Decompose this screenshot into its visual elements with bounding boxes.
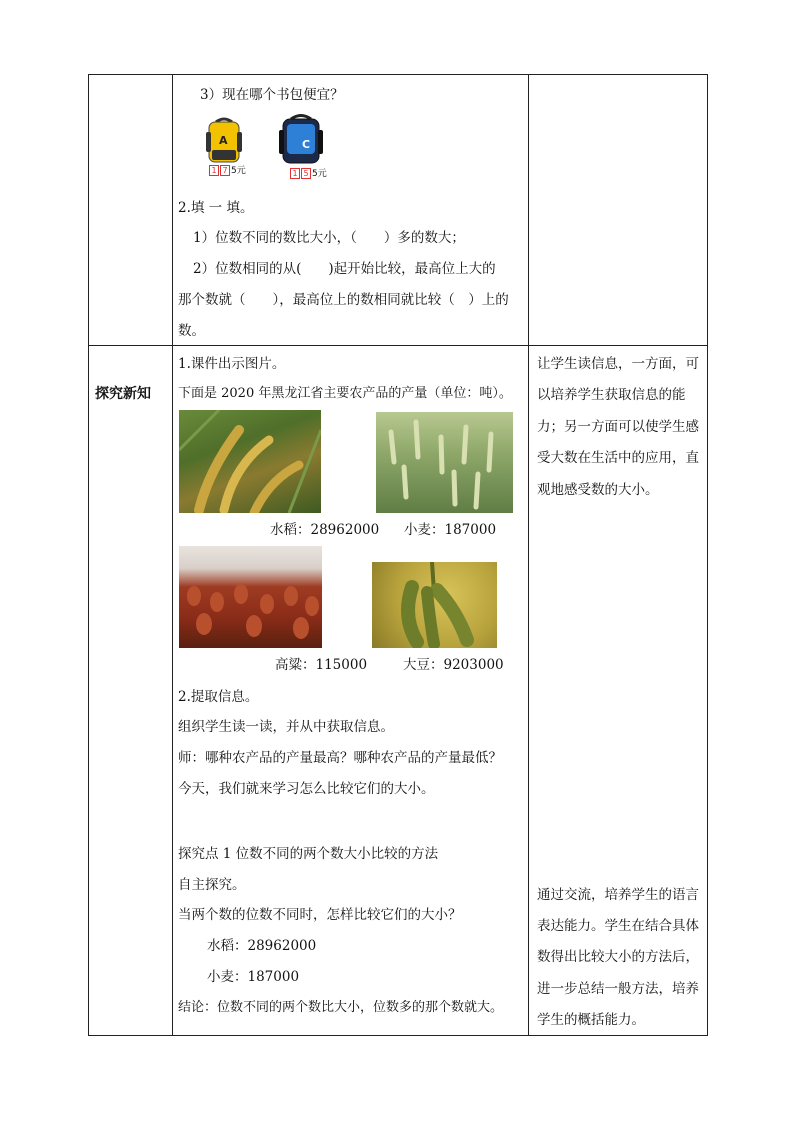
- intro-text: 下面是 2020 年黑龙江省主要农产品的产量（单位：吨）。: [178, 386, 512, 401]
- rice-value-line: 水稻：28962000: [207, 938, 317, 954]
- fill-item-2c: 数。: [178, 323, 205, 339]
- note-1-line-3: 力；另一方面可以使学生感: [537, 419, 699, 435]
- note-2-line-4: 进一步总结一般方法，培养: [537, 981, 699, 997]
- fill-item-1: 1）位数不同的数比大小，（ ）多的数大；: [193, 230, 465, 246]
- today-text: 今天，我们就来学习怎么比较它们的大小。: [178, 781, 435, 797]
- explore-point-1: 探究点 1 位数不同的两个数大小比较的方法: [178, 846, 439, 862]
- self-explore: 自主探究。: [178, 877, 246, 893]
- note-1-line-2: 以培养学生获取信息的能: [537, 387, 686, 403]
- organize-text: 组织学生读一读，并从中获取信息。: [178, 719, 394, 735]
- note-2-line-3: 数得出比较大小的方法后，: [537, 949, 699, 965]
- fill-item-2a: 2）位数相同的从( )起开始比较，最高位上大的: [193, 261, 496, 277]
- note-2-line-5: 学生的概括能力。: [537, 1012, 645, 1028]
- compare-question: 当两个数的位数不同时，怎样比较它们的大小？: [178, 907, 462, 923]
- rice-caption: 水稻：28962000: [270, 522, 380, 538]
- sorghum-photo: [179, 546, 322, 648]
- sorghum-caption: 高粱：115000: [275, 657, 368, 673]
- note-1-line-4: 受大数在生活中的应用，直: [537, 450, 699, 466]
- row-divider: [89, 345, 707, 346]
- section-label: 探究新知: [95, 386, 151, 402]
- fill-item-2b: 那个数就（ ），最高位上的数相同就比较（ ）上的: [178, 292, 509, 308]
- conclusion-text: 结论：位数不同的两个数比大小，位数多的那个数就大。: [178, 1000, 504, 1015]
- wheat-value-line: 小麦：187000: [207, 969, 300, 985]
- step-2: 2.提取信息。: [178, 689, 259, 705]
- rice-photo: [179, 410, 321, 513]
- column-divider-2: [528, 75, 529, 1035]
- soybean-caption: 大豆：9203000: [403, 657, 504, 673]
- soybean-photo: [372, 562, 497, 648]
- teacher-question: 师：哪种农产品的产量最高？哪种农产品的产量最低？: [178, 750, 502, 766]
- backpack-a-image: [204, 116, 244, 164]
- column-divider-1: [172, 75, 173, 1035]
- backpack-c-image: [278, 112, 324, 166]
- note-2-line-1: 通过交流，培养学生的语言: [537, 887, 699, 903]
- note-1-line-5: 观地感受数的大小。: [537, 482, 659, 498]
- question-3: 3）现在哪个书包便宜？: [200, 87, 344, 103]
- wheat-caption: 小麦：187000: [404, 522, 497, 538]
- fill-title: 2.填 一 填。: [178, 200, 254, 216]
- step-1: 1.课件出示图片。: [178, 356, 286, 372]
- note-1-line-1: 让学生读信息，一方面，可: [537, 356, 699, 372]
- backpack-a-price: 1 7 5元: [209, 165, 246, 176]
- note-2-line-2: 表达能力。学生在结合具体: [537, 918, 699, 934]
- backpack-a-letter: A: [219, 134, 228, 147]
- backpack-c-price: 1 5 5元: [290, 168, 327, 179]
- backpack-c-letter: C: [302, 138, 311, 151]
- wheat-photo: [376, 412, 513, 513]
